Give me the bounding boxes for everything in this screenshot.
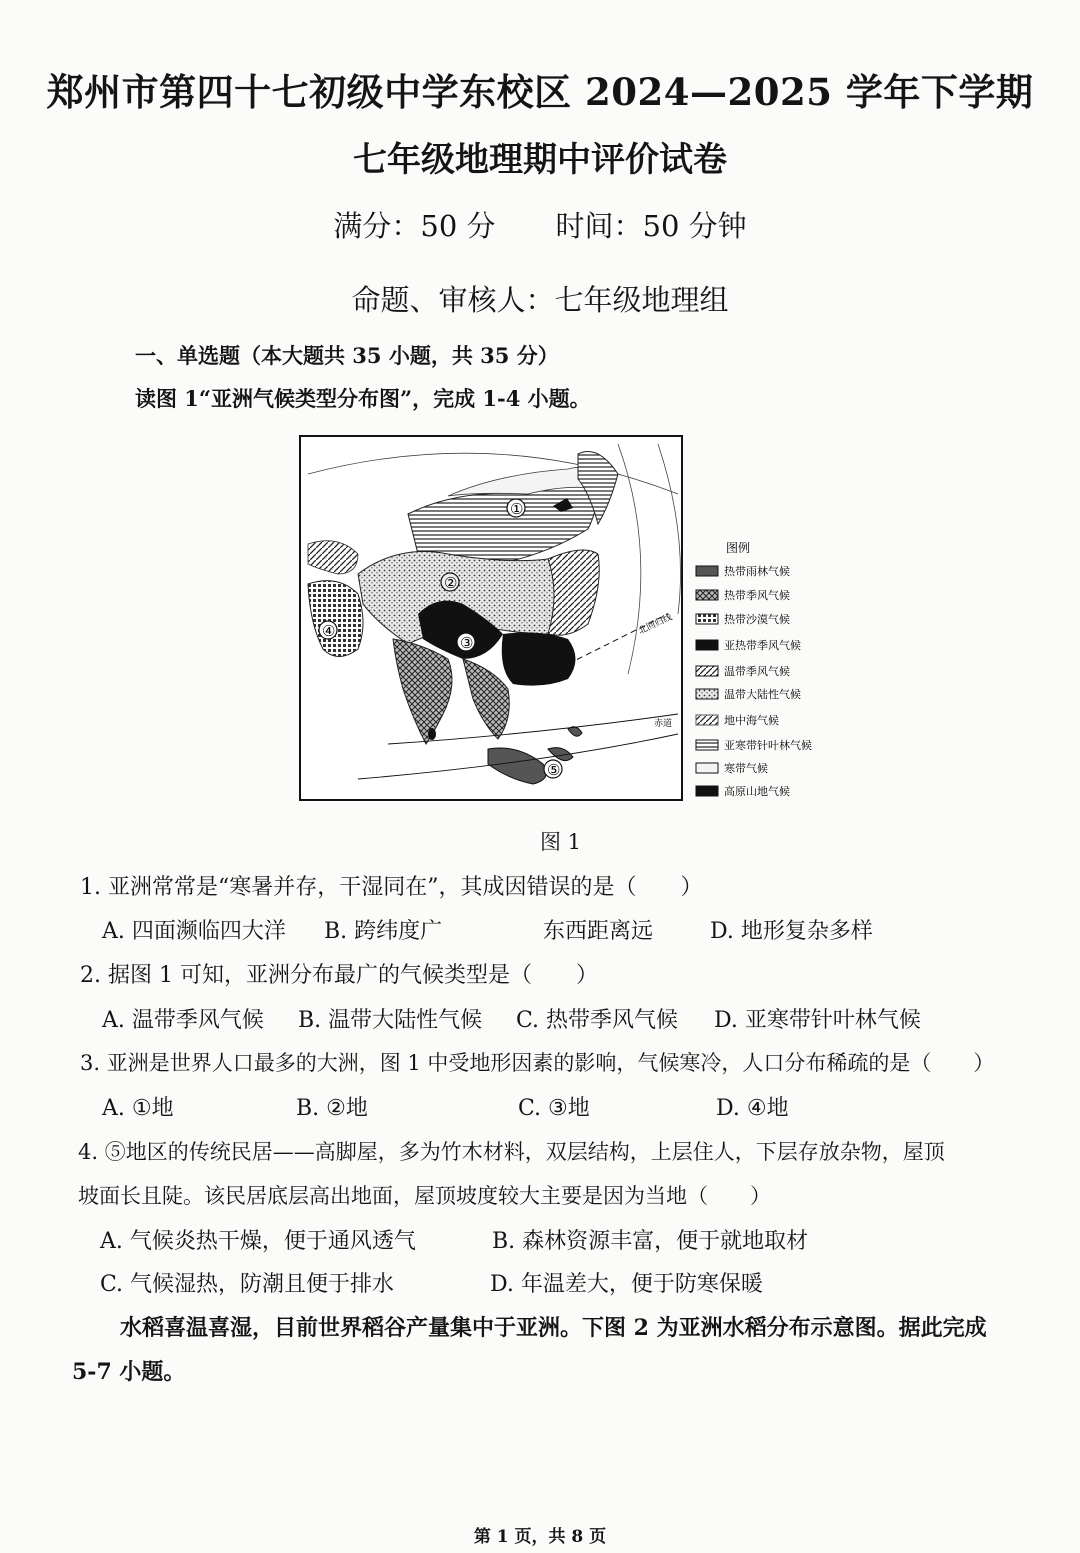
question-4-line2: 坡面长且陡。该民居底层高出地面，屋顶坡度较大主要是因为当地（ ） <box>78 1184 771 1208</box>
q4-option-a: A. 气候炎热干燥，便于通风透气 <box>100 1229 416 1254</box>
question-2: 2. 据图 1 可知，亚洲分布最广的气候类型是（ ） <box>80 963 598 988</box>
legend-item: 寒带气候 <box>724 762 768 775</box>
q2-option-c: C. 热带季风气候 <box>516 1008 679 1033</box>
passage-2-line2: 5-7 小题。 <box>72 1359 186 1385</box>
exam-author: 命题、审核人：七年级地理组 <box>351 283 729 317</box>
marker-1: ① <box>510 500 524 518</box>
legend-item: 温带季风气候 <box>724 665 790 678</box>
equator-label: 赤道 <box>654 719 673 729</box>
q4-option-d: D. 年温差大，便于防寒保暖 <box>490 1272 763 1297</box>
q2-option-a: A. 温带季风气候 <box>102 1008 264 1033</box>
full-score: 满分：50 分 <box>333 209 496 243</box>
legend-title: 图例 <box>726 541 751 555</box>
exam-title-line2: 七年级地理期中评价试卷 <box>353 140 727 180</box>
figure-caption: 图 1 <box>540 830 582 854</box>
section-intro: 读图 1“亚洲气候类型分布图”，完成 1-4 小题。 <box>135 386 591 411</box>
question-3: 3. 亚洲是世界人口最多的大洲，图 1 中受地形因素的影响，气候寒冷，人口分布稀疏的是（ ） <box>80 1051 995 1075</box>
q3-option-c: C. ③地 <box>518 1096 590 1121</box>
legend-item: 热带雨林气候 <box>724 565 790 578</box>
q2-option-b: B. 温带大陆性气候 <box>298 1008 483 1033</box>
legend-item: 亚热带季风气候 <box>724 639 801 652</box>
marker-3: ③ <box>460 634 474 652</box>
legend-item: 地中海气候 <box>724 714 779 727</box>
legend-item: 温带大陆性气候 <box>724 688 801 701</box>
legend-item: 亚寒带针叶林气候 <box>724 739 812 752</box>
q1-option-c: 东西距离远 <box>543 919 654 944</box>
map-legend <box>696 540 812 798</box>
passage-2-line1: 水稻喜温喜湿，目前世界稻谷产量集中于亚洲。下图 2 为亚洲水稻分布示意图。据此完成 <box>120 1315 987 1341</box>
marker-4: ④ <box>322 622 336 640</box>
q2-option-d: D. 亚寒带针叶林气候 <box>714 1008 921 1033</box>
asia-climate-map <box>298 434 818 804</box>
legend-item: 高原山地气候 <box>724 785 790 798</box>
legend-item: 热带沙漠气候 <box>724 613 790 626</box>
marker-2: ② <box>444 574 458 592</box>
region-subtropical-monsoon <box>502 632 576 685</box>
marker-5: ⑤ <box>547 761 561 779</box>
q1-option-d: D. 地形复杂多样 <box>710 919 873 944</box>
q3-option-d: D. ④地 <box>716 1096 789 1121</box>
exam-time: 时间：50 分钟 <box>555 209 747 243</box>
page-number: 第 1 页，共 8 页 <box>473 1527 607 1547</box>
q3-option-b: B. ②地 <box>296 1096 368 1121</box>
tropic-label: 北回归线 <box>637 612 674 637</box>
question-4-line1: 4. ⑤地区的传统民居——高脚屋，多为竹木材料，双层结构，上层住人，下层存放杂物，屋顶 <box>78 1140 945 1164</box>
q1-option-a: A. 四面濒临四大洋 <box>102 919 286 944</box>
q4-option-b: B. 森林资源丰富，便于就地取材 <box>492 1229 809 1254</box>
question-1: 1. 亚洲常常是“寒暑并存，干湿同在”，其成因错误的是（ ） <box>80 875 703 900</box>
exam-title-line1: 郑州市第四十七初级中学东校区 2024—2025 学年下学期 <box>46 70 1034 114</box>
section-heading: 一、单选题（本大题共 35 小题，共 35 分） <box>135 343 559 368</box>
exam-meta <box>0 204 1080 245</box>
q1-option-b: B. 跨纬度广 <box>324 919 443 944</box>
q3-option-a: A. ①地 <box>102 1096 174 1121</box>
q4-option-c: C. 气候湿热，防潮且便于排水 <box>100 1272 395 1297</box>
legend-item: 热带季风气候 <box>724 589 790 602</box>
